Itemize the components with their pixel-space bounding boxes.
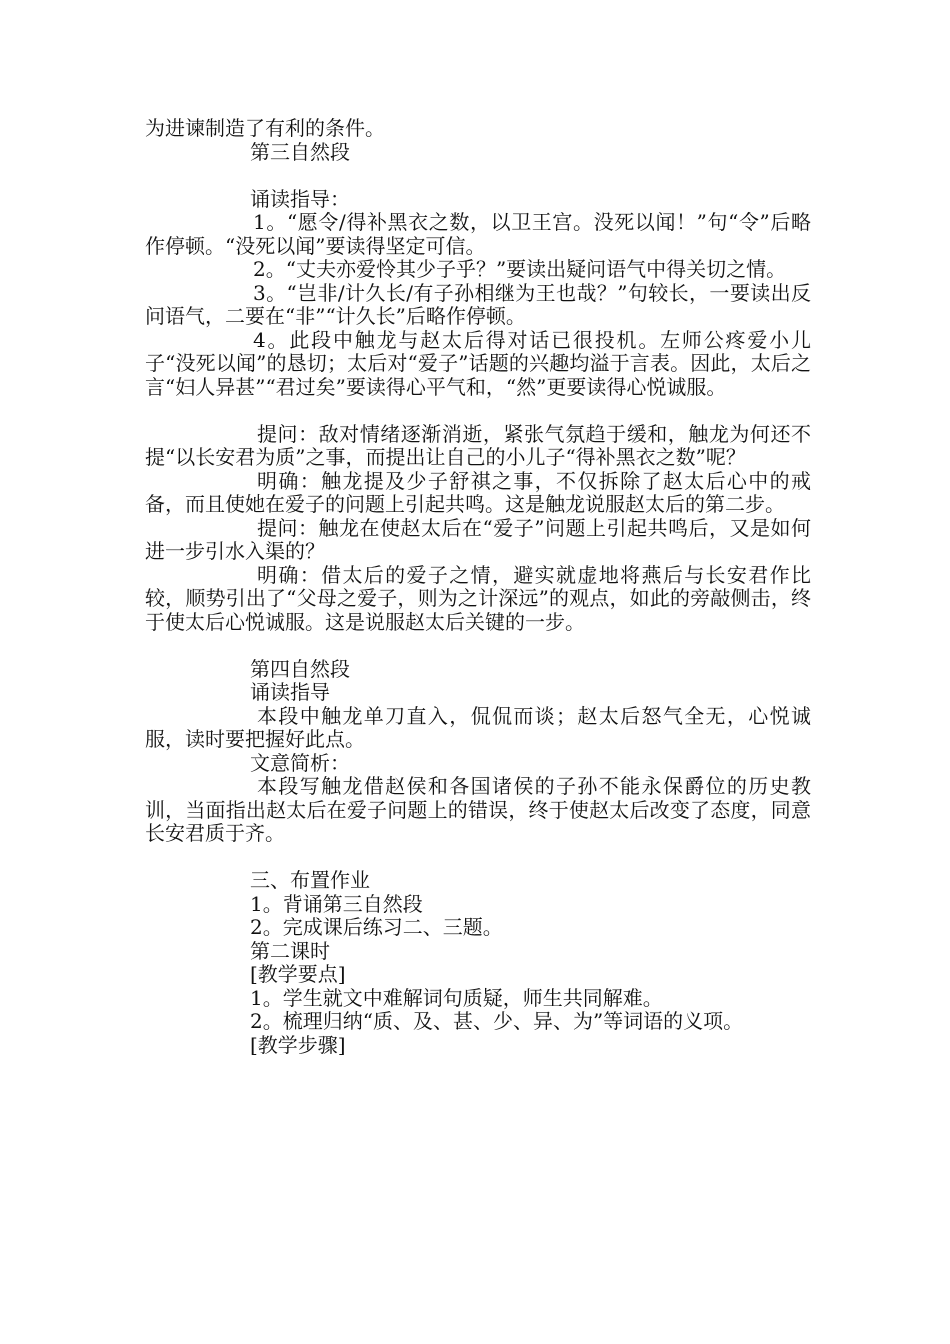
paragraph: 4。此段中触龙与赵太后得对话已很投机。左师公疼爱小儿子“没死以闻”的恳切；太后对“爱子”话题的兴趣均溢于言表。因此，太后之言“妇人异甚”“君过矣”要读得心平气和，“然”更要读得心悦诚服。 (145, 327, 811, 399)
paragraph: 明确：触龙提及少子舒祺之事，不仅拆除了赵太后心中的戒备，而且使她在爱子的问题上引起共鸣。这是触龙说服赵太后的第二步。 (145, 468, 811, 516)
document-page (145, 117, 811, 1057)
blank-line (145, 164, 811, 188)
heading-line: [教学步骤] (250, 1032, 346, 1057)
heading-line: 2。梳理归纳“质、及、甚、少、异、为”等词语的义项。 (250, 1009, 744, 1033)
heading-line: [教学要点] (250, 962, 346, 986)
heading-line: 1。背诵第三自然段 (250, 891, 423, 916)
paragraph: 3。“岂非/计久长/有子孙相继为王也哉？”句较长，一要读出反问语气，二要在“非”“计久长”后略作停顿。 (145, 280, 811, 328)
heading-line: 2。完成课后练习二、三题。 (250, 915, 503, 939)
paragraph: 提问：触龙在使赵太后在“爱子”问题上引起共鸣后，又是如何进一步引水入渠的？ (145, 515, 811, 563)
paragraph: 本段写触龙借赵侯和各国诸侯的子孙不能永保爵位的历史教训，当面指出赵太后在爱子问题上的错误，终于使赵太后改变了态度，同意长安君质于齐。 (145, 774, 811, 845)
paragraph: 明确：借太后的爱子之情，避实就虚地将燕后与长安君作比较，顺势引出了“父母之爱子，则为之计深远”的观点，如此的旁敲侧击，终于使太后心悦诚服。这是说服赵太后关键的一步。 (145, 562, 811, 634)
blank-line (145, 846, 811, 870)
heading-line: 三、布置作业 (250, 868, 370, 892)
paragraph: 本段中触龙单刀直入，侃侃而谈；赵太后怒气全无，心悦诚服，读时要把握好此点。 (145, 703, 811, 751)
heading-line: 诵读指导 (250, 680, 330, 704)
heading-line: 第二课时 (250, 938, 330, 963)
paragraph: 为进谏制造了有利的条件。 (145, 116, 385, 140)
paragraph: 2。“丈夫亦爱怜其少子乎？”要读出疑问语气中得关切之情。 (253, 257, 787, 281)
blank-line (145, 399, 811, 423)
heading-line: 文意简析： (250, 750, 350, 775)
paragraph: 1。“愿令/得补黑衣之数，以卫王宫。没死以闻！”句“令”后略作停顿。“没死以闻”要读得坚定可信。 (145, 210, 811, 258)
heading-line: 第四自然段 (250, 656, 350, 681)
heading-line: 诵读指导： (250, 186, 350, 211)
heading-line: 第三自然段 (250, 139, 350, 164)
paragraph: 提问：敌对情绪逐渐消逝，紧张气氛趋于缓和，触龙为何还不提“以长安君为质”之事，而提出让自己的小儿子“得补黑衣之数”呢？ (145, 421, 811, 469)
heading-line: 1。学生就文中难解词句质疑，师生共同解难。 (250, 985, 663, 1010)
blank-line (145, 634, 811, 658)
